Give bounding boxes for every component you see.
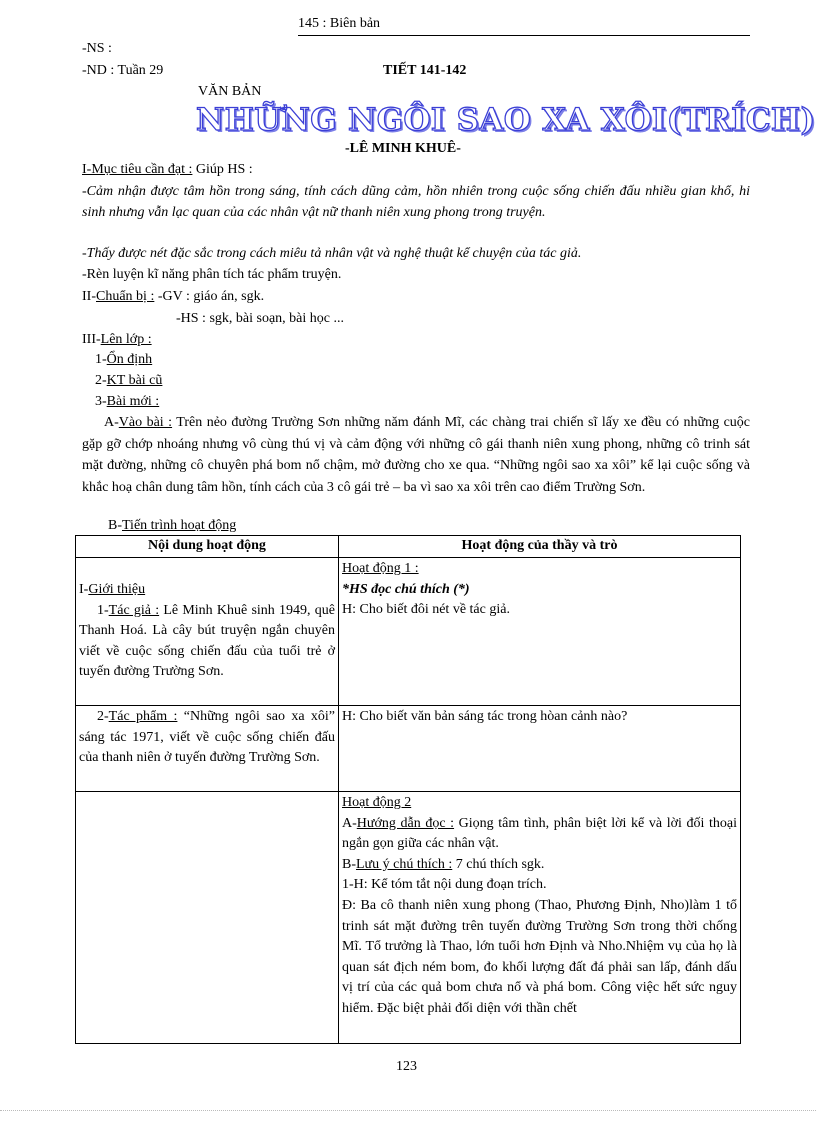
prep-gv: -GV : giáo án, sgk.	[157, 289, 265, 304]
step-3-label: Bài mới :	[106, 394, 160, 409]
reading-text: Giọng tâm tình, phân biệt lời kể và lời đối thoại ngắn gọn giữa các nhân vật.	[342, 815, 738, 852]
page-number: 123	[396, 1059, 417, 1074]
objective-2: -Thấy được nét đặc sắc trong cách miêu tả nhân vật và nghệ thuật kể chuyện của tác giả.	[82, 246, 582, 261]
step-1	[95, 350, 152, 370]
intro-prefix: A-	[104, 415, 119, 430]
activity-1-title: Hoạt động 1 :	[342, 561, 419, 576]
activity-table	[75, 535, 741, 1044]
cell-activity-1	[339, 558, 741, 706]
reading-label: Hướng dẫn đọc :	[356, 815, 455, 831]
table-header-activity: Hoạt động của thầy và trò	[339, 536, 741, 558]
objectives-after: Giúp HS :	[192, 162, 253, 177]
section-intro-prefix: I-	[79, 582, 89, 597]
table-header-content: Nội dung hoạt động	[76, 536, 339, 558]
notes-prefix: B-	[342, 856, 356, 872]
reading-guide	[342, 814, 737, 855]
prep-line	[82, 287, 264, 307]
activity-2-title: Hoạt động 2	[342, 795, 412, 810]
step-3	[95, 392, 159, 412]
header-rule	[298, 35, 750, 36]
step-3-prefix: 3-	[95, 394, 107, 409]
prep-heading: Chuẩn bị :	[96, 289, 155, 304]
step-2	[95, 371, 162, 391]
steps-heading	[82, 330, 152, 350]
intro-paragraph	[82, 412, 750, 498]
intro-label: Vào bài :	[118, 415, 173, 430]
page-bottom-border	[0, 1110, 816, 1111]
table-row	[76, 558, 741, 706]
cell-empty	[76, 792, 339, 1044]
cell-work	[76, 706, 339, 792]
work-prefix: 2-	[97, 709, 109, 724]
work-question: H: Cho biết văn bản sáng tác trong hòan cảnh nào?	[342, 709, 628, 724]
prep-prefix: II-	[82, 289, 96, 304]
progress-heading	[108, 516, 236, 536]
author-prefix: 1-	[97, 602, 109, 618]
activity-1-question: H: Cho biết đôi nét về tác giả.	[342, 602, 510, 618]
notes-label: Lưu ý chú thích :	[356, 856, 453, 872]
step-2-label: KT bài cũ	[106, 373, 163, 388]
table-row	[76, 706, 741, 792]
author-text: Lê Minh Khuê sinh 1949, quê Thanh Hoá. Là cây bút truyện ngắn chuyên viết về cuộc sống chiến đấu của tuổi trẻ ở tuyến đường Trường Sơn.	[79, 602, 335, 680]
section-intro-label: Giới thiệu	[88, 582, 146, 597]
intro-text: Trên nẻo đường Trường Sơn những năm đánh Mĩ, các chàng trai chiến sĩ lấy xe đều có những cuộc gặp gỡ chớp nhoáng nhưng vô cùng thú vị và cảm động với những cô gái thanh niên xung phong, những cô trinh sát mặt đường, những cô chuyên phá bom nổ chậm, mở đường cho xe qua. “Những ngôi sao xa xôi” kể lại cuộc sống và khắc hoạ chân dung tâm hồn, tính cách của 3 cô gái trẻ – ba vì sao xa xôi trên cao điểm Trường Sơn.	[82, 415, 751, 495]
genre-label: VĂN BẢN	[198, 84, 262, 99]
step-1-prefix: 1-	[95, 352, 107, 367]
step-1-label: Ổn định	[106, 352, 153, 367]
objectives-label: I-Mục tiêu cần đạt :	[82, 162, 193, 177]
author-line: -LÊ MINH KHUÊ-	[345, 141, 461, 156]
steps-label: Lên lớp :	[100, 332, 152, 347]
page-header: 145 : Biên bản	[298, 16, 381, 31]
meta-nd: -ND : Tuần 29	[82, 63, 164, 78]
notes-text: 7 chú thích sgk.	[452, 856, 545, 872]
lesson-number: TIẾT 141-142	[383, 63, 467, 78]
activity-1-note: *HS đọc chú thích (*)	[342, 581, 470, 597]
steps-prefix: III-	[82, 332, 101, 347]
author-label: Tác giả :	[108, 602, 160, 618]
work-label: Tác phẩm :	[108, 709, 178, 724]
objective-1: -Cảm nhận được tâm hồn trong sáng, tính cách dũng cảm, hồn nhiên trong cuộc sống chiến đấu nhiều gian khổ, hi sinh nhưng vẫn lạc quan của các nhân vật nữ thanh niên xung phong trong truyện.	[82, 184, 750, 220]
cell-activity-2q	[339, 706, 741, 792]
objectives-heading	[82, 160, 750, 180]
lesson-title: NHỮNG NGÔI SAO XA XÔI(TRÍCH)	[196, 102, 816, 138]
objective-3: -Rèn luyện kĩ năng phân tích tác phẩm truyện.	[82, 267, 342, 282]
notes-line	[342, 855, 737, 876]
table-row	[76, 792, 741, 1044]
cell-intro	[76, 558, 339, 706]
author-paragraph	[79, 601, 335, 683]
summary-question: 1-H: Kể tóm tắt nội dung đoạn trích.	[342, 877, 547, 893]
meta-ns: -NS :	[82, 41, 112, 56]
prep-hs: -HS : sgk, bài soạn, bài học ...	[176, 311, 344, 326]
section-intro	[79, 580, 335, 601]
reading-prefix: A-	[342, 815, 357, 831]
summary-answer: Đ: Ba cô thanh niên xung phong (Thao, Phương Định, Nho)làm 1 tổ trinh sát mặt đường trên tuyến đường Trường Sơn trong thời chống Mĩ. Tổ trưởng là Thao, lớn tuổi hơn Định và Nho.Nhiệm vụ của họ là quan sát địch ném bom, đo khối lượng đất đá phải san lấp, đánh dấu vị trí của các quả bom chưa nổ và phá bom. Công việc hết sức nguy hiểm. Đặc biệt phải đối diện với thần chết	[342, 897, 737, 1016]
cell-activity-2	[339, 792, 741, 1044]
progress-label: Tiến trình hoạt động	[122, 518, 237, 533]
work-text: “Những ngôi sao xa xôi” sáng tác 1971, viết về cuộc sống chiến đấu của thanh niên ở tuyến đường Trường Sơn.	[79, 709, 336, 766]
step-2-prefix: 2-	[95, 373, 107, 388]
work-paragraph	[79, 707, 335, 769]
progress-prefix: B-	[108, 518, 122, 533]
